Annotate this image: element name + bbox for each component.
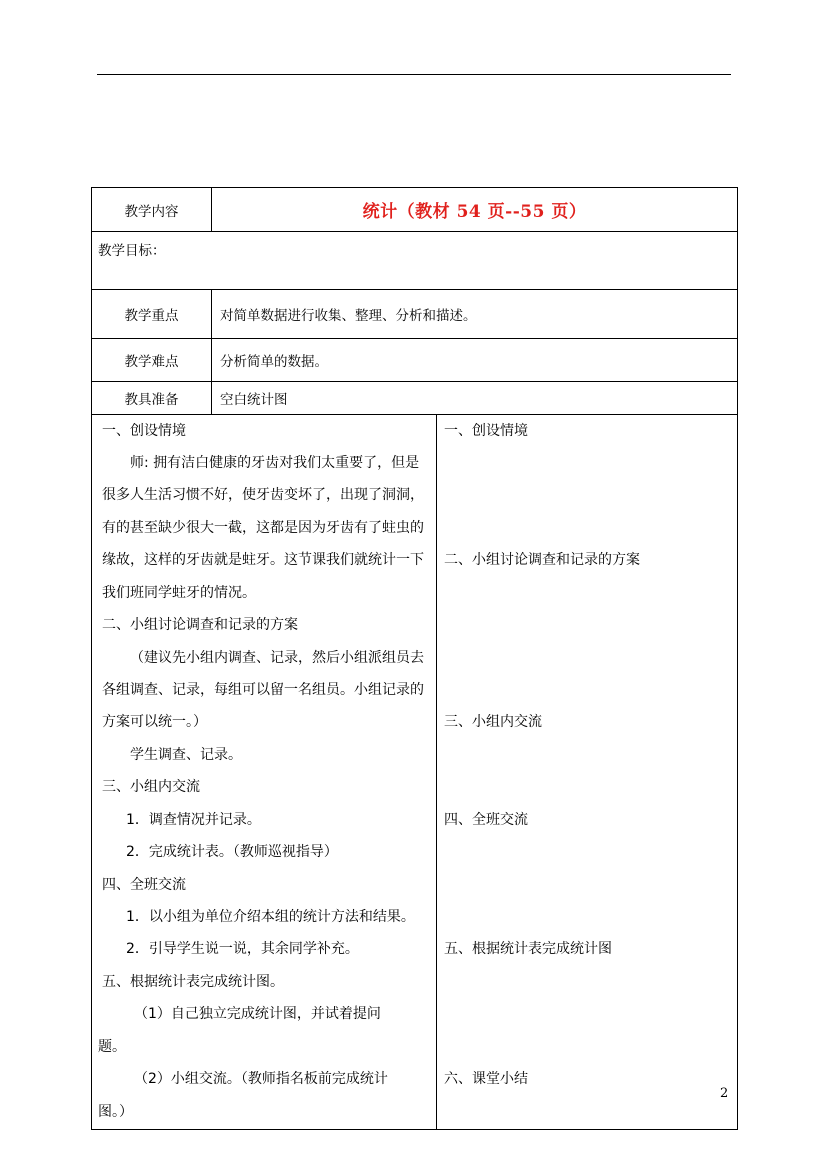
header-rule	[97, 74, 731, 75]
process-line: 1．调查情况并记录。	[126, 812, 261, 828]
process-heading: 二、小组讨论调查和记录的方案	[102, 617, 298, 633]
lesson-plan-table	[91, 187, 738, 1130]
process-line: 我们班同学蛀牙的情况。	[102, 585, 256, 601]
lesson-title: 统计（教材 54 页--55 页）	[212, 188, 738, 232]
process-line: 学生调查、记录。	[130, 747, 242, 763]
difficulty-row	[92, 339, 738, 382]
process-line: （2）小组交流。（教师指名板前完成统计	[134, 1071, 388, 1087]
goal-label: 教学目标：	[92, 232, 738, 290]
summary-heading: 三、小组内交流	[444, 714, 542, 730]
process-right-cell	[437, 415, 738, 1130]
process-heading: 四、全班交流	[102, 877, 186, 893]
process-line: 方案可以统一。）	[102, 714, 207, 730]
process-left-cell	[92, 415, 437, 1130]
content-row	[92, 188, 738, 232]
process-line: 2．引导学生说一说，其余同学补充。	[126, 941, 359, 957]
process-heading: 五、根据统计表完成统计图。	[102, 974, 284, 990]
summary-heading: 六、课堂小结	[444, 1071, 528, 1087]
process-line: 2．完成统计表。（教师巡视指导）	[126, 844, 338, 860]
summary-heading: 一、创设情境	[444, 423, 528, 439]
page-number: 2	[720, 1086, 729, 1101]
process-line: 有的甚至缺少很大一截，这都是因为牙齿有了蛀虫的	[102, 520, 424, 536]
process-heading: 三、小组内交流	[102, 779, 200, 795]
process-line: 题。	[98, 1039, 126, 1055]
process-line: 1．以小组为单位介绍本组的统计方法和结果。	[126, 909, 415, 925]
process-row	[92, 415, 738, 1130]
process-line: （1）自己独立完成统计图，并试着提问	[134, 1006, 381, 1022]
process-line: 各组调查、记录，每组可以留一名组员。小组记录的	[102, 682, 424, 698]
process-line: 师: 拥有洁白健康的牙齿对我们太重要了，但是	[130, 455, 420, 471]
summary-heading: 二、小组讨论调查和记录的方案	[444, 552, 640, 568]
process-line: （建议先小组内调查、记录，然后小组派组员去	[130, 650, 424, 666]
summary-heading: 四、全班交流	[444, 812, 528, 828]
difficulty-label: 教学难点	[92, 339, 212, 382]
process-heading: 一、创设情境	[102, 423, 186, 439]
focus-row	[92, 290, 738, 339]
focus-label: 教学重点	[92, 290, 212, 339]
content-label: 教学内容	[92, 188, 212, 232]
tools-value: 空白统计图	[212, 382, 738, 415]
tools-row	[92, 382, 738, 415]
process-line: 缘故，这样的牙齿就是蛀牙。这节课我们就统计一下	[102, 552, 424, 568]
summary-heading: 五、根据统计表完成统计图	[444, 941, 612, 957]
tools-label: 教具准备	[92, 382, 212, 415]
process-line: 图。）	[98, 1104, 133, 1120]
focus-value: 对简单数据进行收集、整理、分析和描述。	[212, 290, 738, 339]
goal-row	[92, 232, 738, 290]
process-line: 很多人生活习惯不好，使牙齿变坏了，出现了洞洞，	[102, 487, 424, 503]
difficulty-value: 分析简单的数据。	[212, 339, 738, 382]
